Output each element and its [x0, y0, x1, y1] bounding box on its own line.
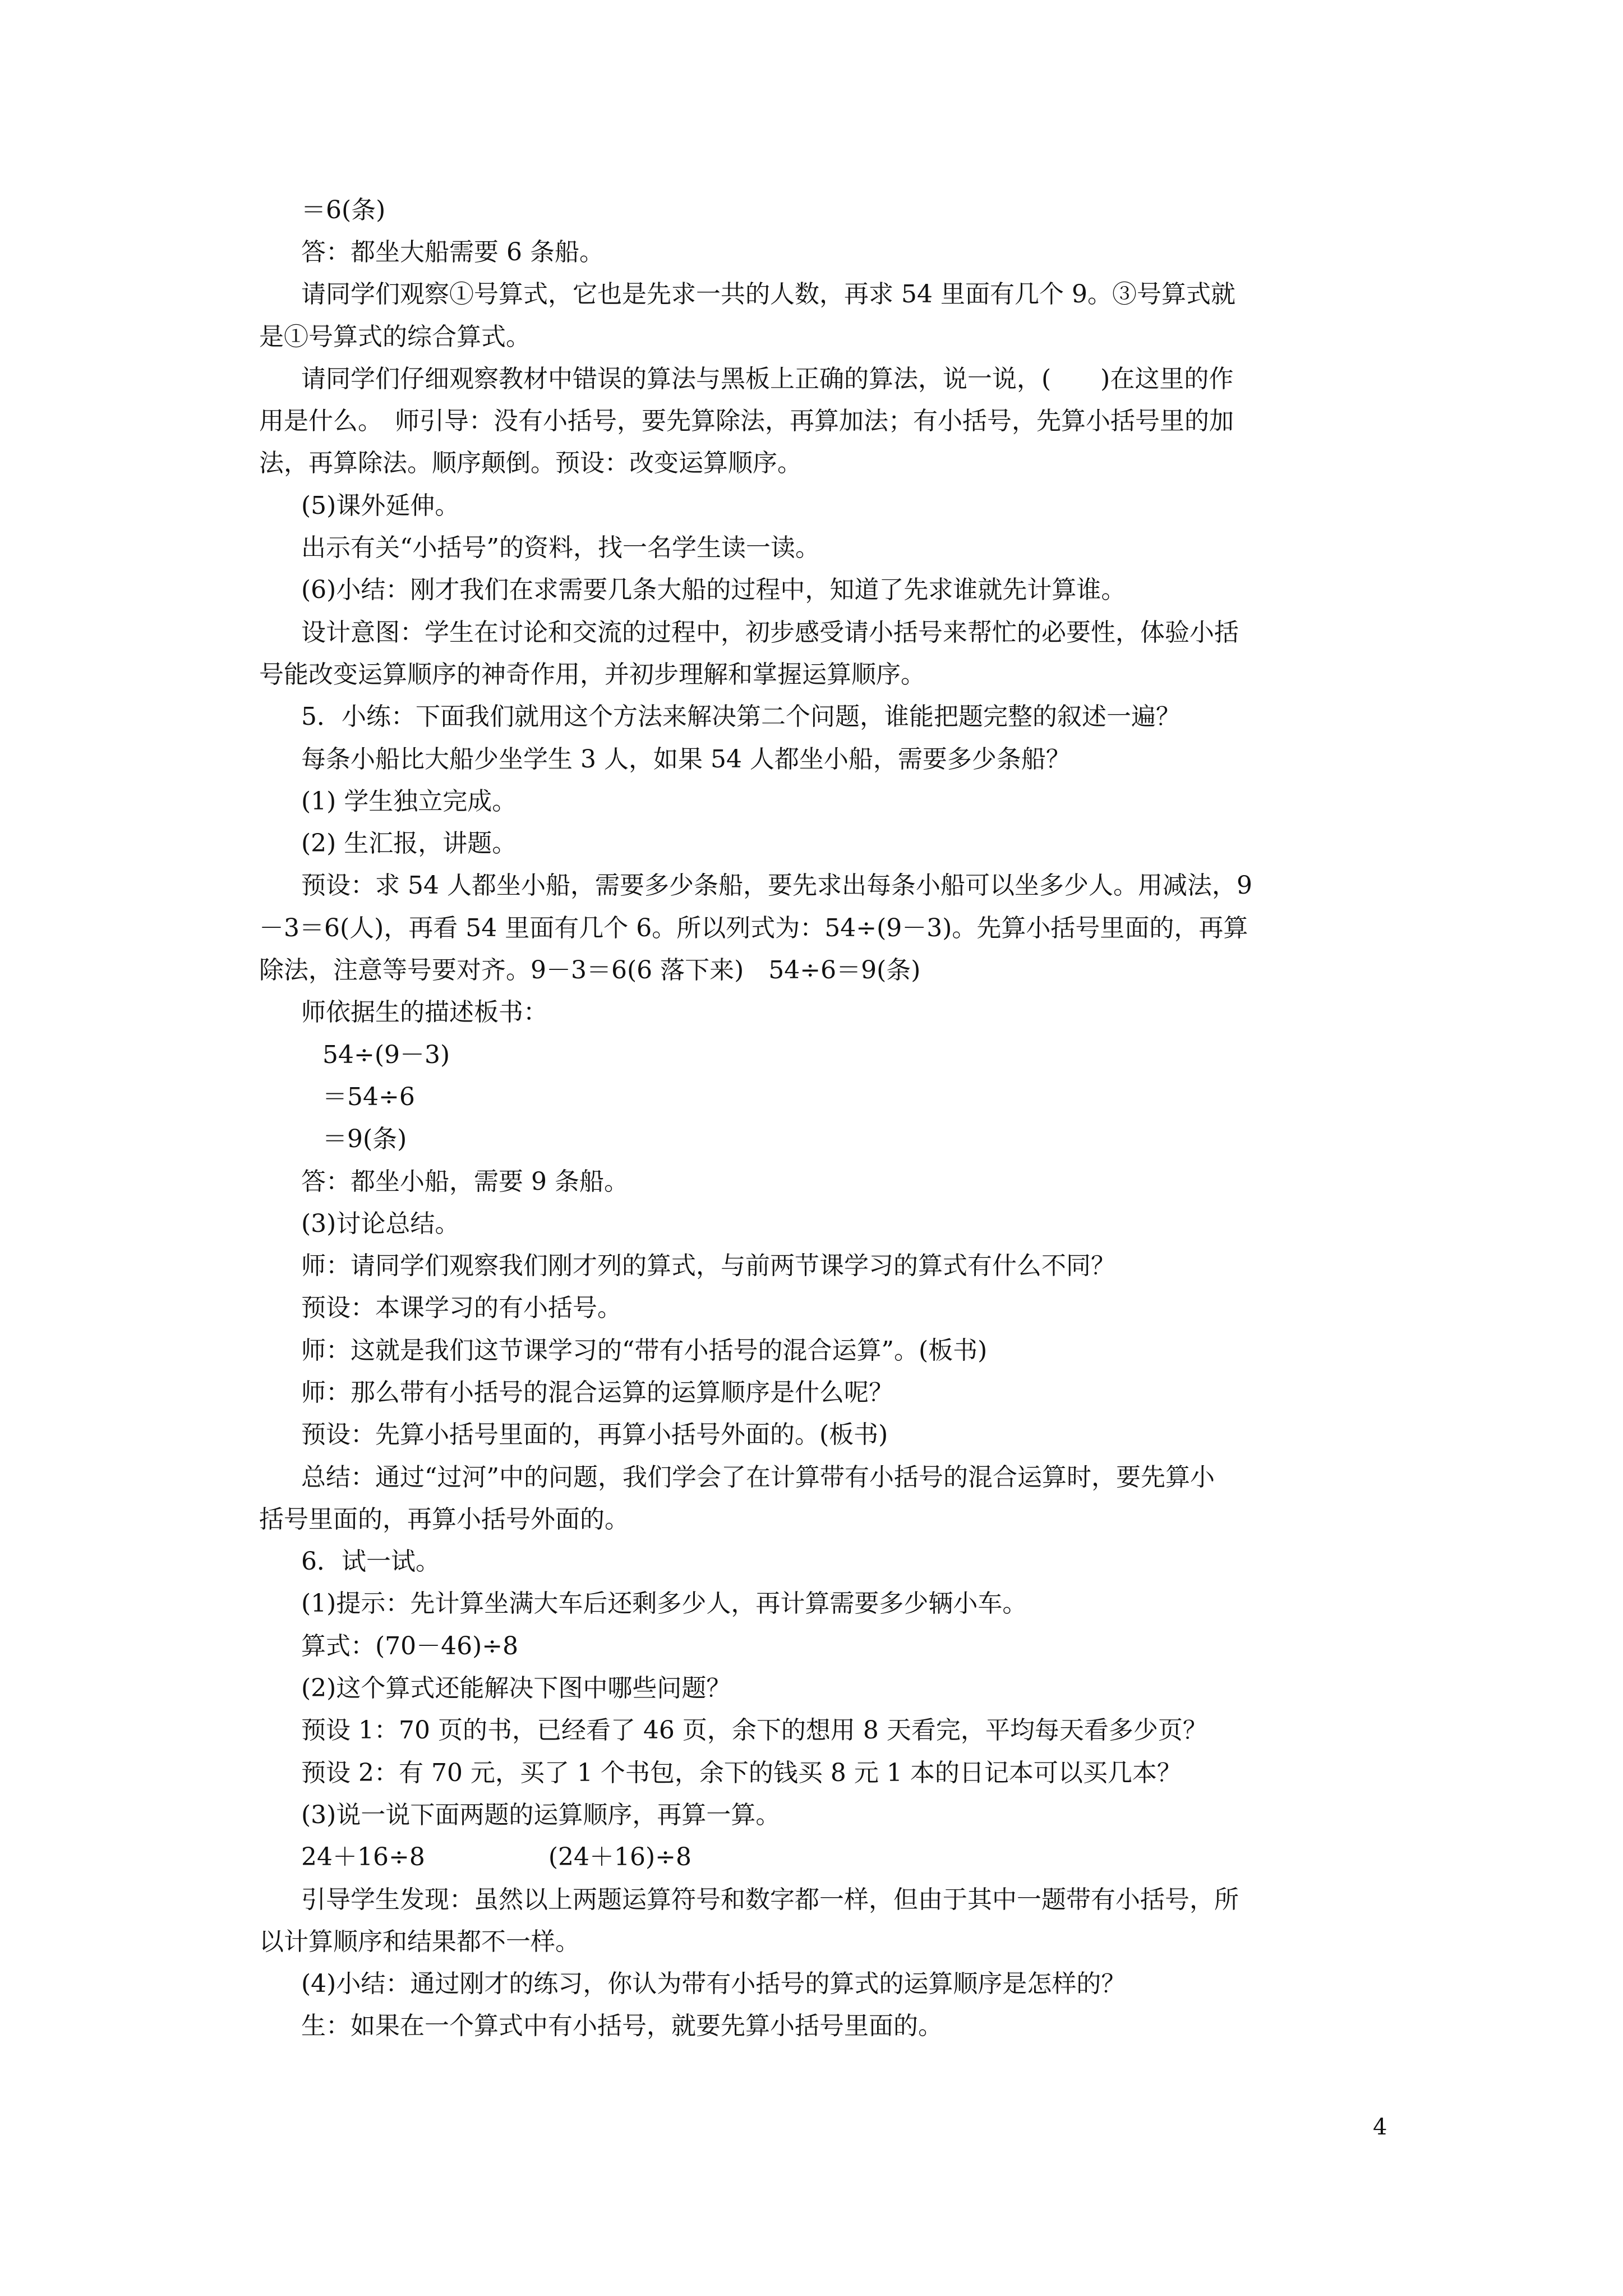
- text-line: 设计意图：学生在讨论和交流的过程中，初步感受请小括号来帮忙的必要性，体验小括: [301, 618, 1239, 647]
- text-line: 法，再算除法。顺序颠倒。预设：改变运算顺序。: [259, 449, 802, 477]
- text-line: (3)说一说下面两题的运算顺序，再算一算。: [301, 1801, 781, 1829]
- text-line: (1)提示：先计算坐满大车后还剩多少人，再计算需要多少辆小车。: [301, 1589, 1027, 1618]
- text-line: 师依据生的描述板书：: [301, 998, 548, 1027]
- text-line: 每条小船比大船少坐学生 3 人，如果 54 人都坐小船，需要多少条船？: [301, 745, 1071, 774]
- text-line: (2)这个算式还能解决下图中哪些问题？: [301, 1674, 731, 1703]
- text-line: 生：如果在一个算式中有小括号，就要先算小括号里面的。: [301, 2012, 943, 2040]
- text-line: 请同学们仔细观察教材中错误的算法与黑板上正确的算法，说一说，( )在这里的作: [301, 365, 1234, 393]
- text-line: 预设：本课学习的有小括号。: [301, 1294, 622, 1322]
- formula-line: 54÷(9－3): [322, 1041, 450, 1069]
- text-line: 预设：先算小括号里面的，再算小括号外面的。(板书): [301, 1420, 888, 1449]
- text-line: 算式：(70－46)÷8: [301, 1632, 519, 1660]
- formula-line: ＝54÷6: [322, 1083, 415, 1111]
- text-line: (2) 生汇报，讲题。: [301, 829, 517, 858]
- text-line: 引导学生发现：虽然以上两题运算符号和数字都一样，但由于其中一题带有小括号，所: [301, 1885, 1239, 1914]
- text-line: 师：那么带有小括号的混合运算的运算顺序是什么呢？: [301, 1378, 893, 1407]
- text-line: 用是什么。 师引导：没有小括号，要先算除法，再算加法；有小括号，先算小括号里的加: [259, 407, 1234, 435]
- text-line: 除法，注意等号要对齐。9－3＝6(6 落下来) 54÷6＝9(条): [259, 956, 921, 984]
- text-line: (1) 学生独立完成。: [301, 787, 517, 816]
- text-line: 答：都坐小船，需要 9 条船。: [301, 1167, 629, 1196]
- text-line: 预设：求 54 人都坐小船，需要多少条船，要先求出每条小船可以坐多少人。用减法，9: [301, 871, 1252, 900]
- text-line: ＝6(条): [301, 196, 386, 224]
- page-number: 4: [1373, 2114, 1387, 2140]
- text-line: (4)小结：通过刚才的练习，你认为带有小括号的算式的运算顺序是怎样的？: [301, 1970, 1126, 1998]
- text-line: 5．小练：下面我们就用这个方法来解决第二个问题，谁能把题完整的叙述一遍？: [301, 702, 1181, 731]
- text-line: 括号里面的，再算小括号外面的。: [259, 1505, 629, 1534]
- text-line: 出示有关“小括号”的资料，找一名学生读一读。: [301, 533, 820, 562]
- text-line: 总结：通过“过河”中的问题，我们学会了在计算带有小括号的混合运算时，要先算小: [301, 1463, 1215, 1492]
- text-line: 6．试一试。: [301, 1547, 440, 1576]
- text-line: 师：请同学们观察我们刚才列的算式，与前两节课学习的算式有什么不同？: [301, 1251, 1115, 1280]
- text-line: 师：这就是我们这节课学习的“带有小括号的混合运算”。(板书): [301, 1336, 988, 1365]
- text-line: 以计算顺序和结果都不一样。: [259, 1927, 580, 1956]
- text-line: 号能改变运算顺序的神奇作用，并初步理解和掌握运算顺序。: [259, 660, 925, 689]
- text-line: (6)小结：刚才我们在求需要几条大船的过程中，知道了先求谁就先计算谁。: [301, 576, 1126, 604]
- formula-line: ＝9(条): [322, 1125, 407, 1153]
- text-line: (5)课外延伸。: [301, 491, 460, 520]
- text-line: 答：都坐大船需要 6 条船。: [301, 238, 604, 266]
- text-line: －3＝6(人)，再看 54 里面有几个 6。所以列式为：54÷(9－3)。先算小括号里面的，再算: [259, 914, 1248, 942]
- text-line: 24＋16÷8 (24＋16)÷8: [301, 1843, 692, 1871]
- text-line: 预设 1：70 页的书，已经看了 46 页，余下的想用 8 天看完，平均每天看多少页？: [301, 1716, 1207, 1745]
- text-line: 预设 2：有 70 元，买了 1 个书包，余下的钱买 8 元 1 本的日记本可以买几本？: [301, 1759, 1182, 1787]
- text-line: 是①号算式的综合算式。: [259, 323, 531, 351]
- text-line: 请同学们观察①号算式，它也是先求一共的人数，再求 54 里面有几个 9。③号算式就: [301, 280, 1235, 309]
- text-line: (3)讨论总结。: [301, 1209, 460, 1238]
